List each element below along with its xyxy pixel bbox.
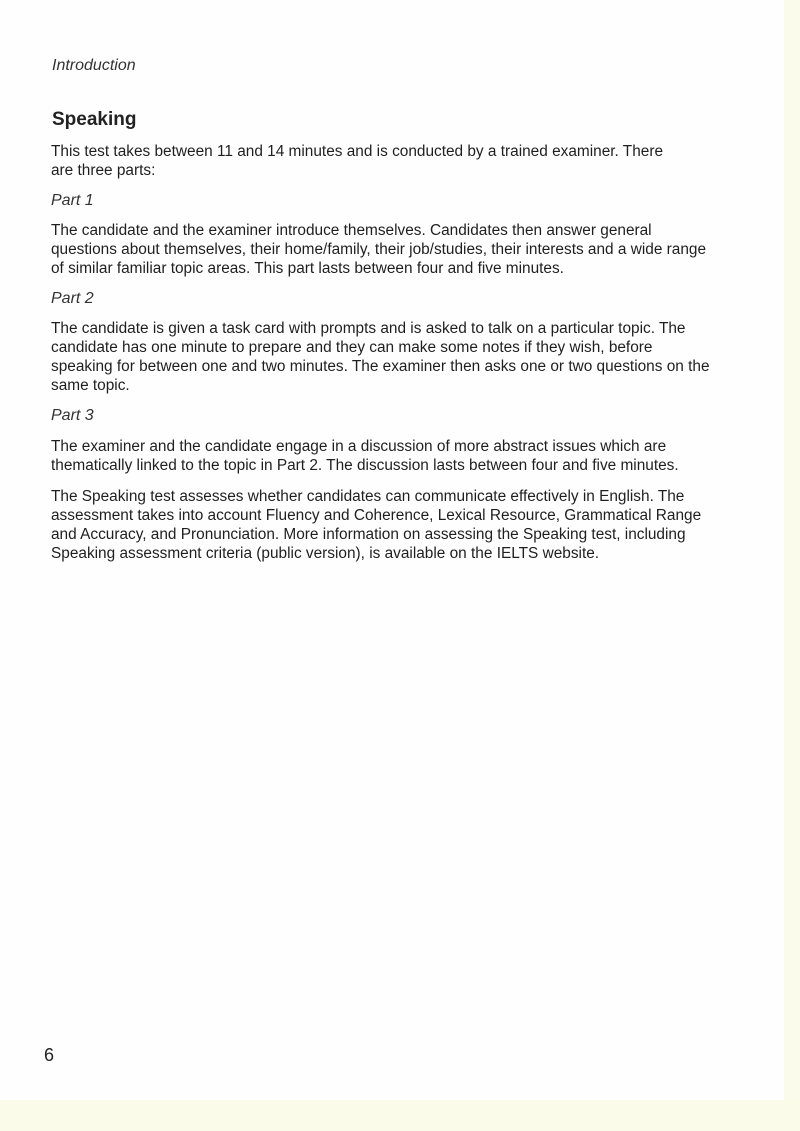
scan-margin-right <box>784 0 800 1131</box>
scan-margin-bottom <box>0 1100 800 1131</box>
section-label: Introduction <box>52 57 136 74</box>
part-1-paragraph: The candidate and the examiner introduce themselves. Candidates then answer general questions about themselves, their home/family, their job/studies, their interests and a wide range of similar familiar topic areas. This part lasts between four and five minutes. <box>51 222 707 277</box>
assessment-paragraph: The Speaking test assesses whether candidates can communicate effectively in English. The assessment takes into account Fluency and Coherence, Lexical Resource, Grammatical Range and Accuracy, and Pronunciation. More information on assessing the Speaking test, including Speaking assessment criteria (public version), is available on the IELTS website. <box>51 488 702 562</box>
part-3-paragraph: The examiner and the candidate engage in a discussion of more abstract issues which are thematically linked to the topic in Part 2. The discussion lasts between four and five minutes. <box>51 438 679 474</box>
section-title: Speaking <box>52 109 137 130</box>
part-3-label: Part 3 <box>51 407 94 424</box>
part-1-label: Part 1 <box>51 192 94 209</box>
part-2-label: Part 2 <box>51 290 94 307</box>
part-2-paragraph: The candidate is given a task card with prompts and is asked to talk on a particular topic. The candidate has one minute to prepare and they can make some notes if they wish, before speaking for between one and two minutes. The examiner then asks one or two questions on the same topic. <box>51 320 710 394</box>
intro-paragraph: This test takes between 11 and 14 minutes and is conducted by a trained examiner. There are three parts: <box>51 143 664 179</box>
page-number: 6 <box>44 1045 55 1065</box>
